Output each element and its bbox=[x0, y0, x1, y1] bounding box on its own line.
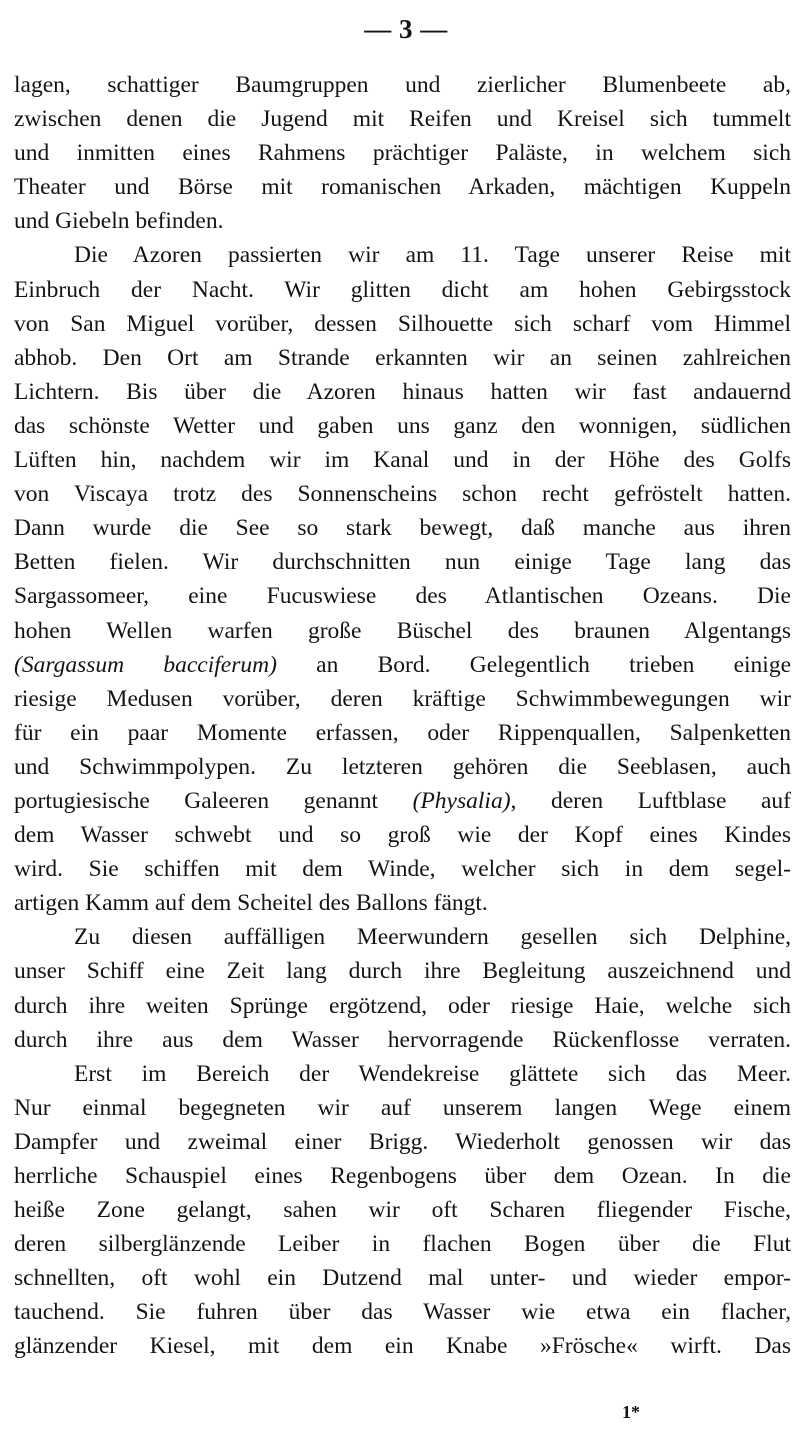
text-line bbox=[14, 341, 791, 375]
line-text: portugiesische Galeeren genannt bbox=[14, 787, 413, 814]
line-text: schnellten, oft wohl ein Dutzend mal unter- und wieder empor- bbox=[14, 1265, 791, 1292]
line-text: von Viscaya trotz des Sonnenscheins schon recht gefröstelt hatten. bbox=[14, 481, 791, 508]
text-line bbox=[14, 1159, 791, 1193]
text-line bbox=[14, 648, 791, 682]
text-line bbox=[14, 818, 791, 852]
line-text: durch ihre weiten Sprünge ergötzend, oder riesige Haie, welche sich bbox=[14, 992, 791, 1019]
text-line bbox=[14, 511, 791, 545]
text-line bbox=[14, 307, 791, 341]
text-line bbox=[14, 375, 791, 409]
text-line bbox=[14, 443, 791, 477]
text-line bbox=[14, 716, 791, 750]
text-line bbox=[14, 1295, 791, 1329]
text-line bbox=[14, 409, 791, 443]
line-text: von San Miguel vorüber, dessen Silhouette sich scharf vom Himmel bbox=[14, 310, 791, 337]
text-line bbox=[14, 1261, 791, 1295]
text-line bbox=[14, 920, 791, 954]
line-text: unser Schiff eine Zeit lang durch ihre Begleitung auszeichnend und bbox=[14, 958, 791, 985]
line-text: durch ihre aus dem Wasser hervorragende Rückenflosse verraten. bbox=[14, 1026, 791, 1053]
text-line bbox=[14, 545, 791, 579]
text-line bbox=[14, 102, 791, 136]
text-line bbox=[14, 1227, 791, 1261]
line-text: und Schwimmpolypen. Zu letzteren gehören die Seeblasen, auch bbox=[14, 753, 791, 780]
text-line bbox=[14, 204, 791, 238]
line-text: Zu diesen auffälligen Meerwundern gesellen sich Delphine, bbox=[74, 924, 791, 951]
text-line bbox=[14, 784, 791, 818]
italic-term: (Sargassum bacciferum) bbox=[14, 651, 277, 678]
page-number: — 3 — bbox=[364, 14, 448, 44]
text-line bbox=[14, 1091, 791, 1125]
text-line bbox=[14, 170, 791, 204]
line-text: , deren Luftblase auf bbox=[510, 787, 791, 814]
text-line bbox=[14, 954, 791, 988]
text-line bbox=[14, 1057, 791, 1091]
line-text: Erst im Bereich der Wendekreise glättete sich das Meer. bbox=[74, 1060, 791, 1087]
text-line bbox=[14, 852, 791, 886]
line-text: herrliche Schauspiel eines Regenbogens über dem Ozean. In die bbox=[14, 1163, 791, 1189]
text-line bbox=[14, 1125, 791, 1159]
text-line bbox=[14, 1193, 791, 1227]
text-line bbox=[14, 238, 791, 272]
line-text: Nur einmal begegneten wir auf unserem langen Wege einem bbox=[14, 1094, 791, 1121]
line-text: heiße Zone gelangt, sahen wir oft Scharen fliegender Fische, bbox=[14, 1197, 791, 1224]
line-text: abhob. Den Ort am Strande erkannten wir an seinen zahlreichen bbox=[14, 344, 791, 371]
text-line bbox=[14, 1023, 791, 1057]
text-line bbox=[14, 477, 791, 511]
text-line bbox=[14, 136, 791, 170]
text-line bbox=[14, 682, 791, 716]
text-line bbox=[14, 886, 791, 920]
line-text: zwischen denen die Jugend mit Reifen und Kreisel sich tummelt bbox=[14, 106, 791, 133]
line-text: an Bord. Gelegentlich trieben einige bbox=[276, 651, 791, 678]
text-line bbox=[14, 750, 791, 784]
italic-term: (Physalia) bbox=[412, 787, 511, 814]
line-text: das schönste Wetter und gaben uns ganz den wonnigen, südlichen bbox=[14, 412, 791, 439]
line-text: glänzender Kiesel, mit dem ein Knabe »Frösche« wirft. Das bbox=[14, 1333, 791, 1360]
line-text: wird. Sie schiffen mit dem Winde, welcher sich in dem segel- bbox=[14, 856, 791, 883]
line-text: Betten fielen. Wir durchschnitten nun einige Tage lang das bbox=[14, 549, 791, 576]
line-text: Die Azoren passierten wir am 11. Tage unserer Reise mit bbox=[74, 242, 791, 269]
line-text: und inmitten eines Rahmens prächtiger Paläste, in welchem sich bbox=[14, 140, 791, 167]
line-text: artigen Kamm auf dem Scheitel des Ballons fängt. bbox=[14, 890, 488, 917]
line-text: deren silberglänzende Leiber in flachen Bogen über die Flut bbox=[14, 1231, 791, 1258]
line-text: dem Wasser schwebt und so groß wie der Kopf eines Kindes bbox=[14, 822, 791, 849]
line-text: Theater und Börse mit romanischen Arkaden, mächtigen Kuppeln bbox=[14, 174, 791, 201]
line-text: Lichtern. Bis über die Azoren hinaus hatten wir fast andauernd bbox=[14, 378, 791, 405]
text-line bbox=[14, 579, 791, 613]
text-line bbox=[14, 68, 791, 102]
line-text: für ein paar Momente erfassen, oder Rippenquallen, Salpenketten bbox=[14, 719, 791, 746]
text-line bbox=[14, 989, 791, 1023]
text-line bbox=[14, 614, 791, 648]
line-text: Dampfer und zweimal einer Brigg. Wiederholt genossen wir das bbox=[14, 1128, 791, 1155]
line-text: Dann wurde die See so stark bewegt, daß manche aus ihren bbox=[14, 515, 791, 542]
line-text: und Giebeln befinden. bbox=[14, 208, 224, 235]
line-text: lagen, schattiger Baumgruppen und zierlicher Blumenbeete ab, bbox=[14, 72, 791, 98]
text-line bbox=[14, 1329, 791, 1363]
line-text: Einbruch der Nacht. Wir glitten dicht am hohen Gebirgsstock bbox=[14, 276, 791, 303]
line-text: Lüften hin, nachdem wir im Kanal und in der Höhe des Golfs bbox=[14, 447, 791, 474]
body-text bbox=[14, 68, 791, 1364]
text-line bbox=[14, 273, 791, 307]
signature-mark: 1* bbox=[622, 1402, 640, 1422]
line-text: tauchend. Sie fuhren über das Wasser wie etwa ein flacher, bbox=[14, 1299, 791, 1326]
line-text: riesige Medusen vorüber, deren kräftige Schwimmbewegungen wir bbox=[14, 685, 791, 712]
line-text: Sargassomeer, eine Fucuswiese des Atlantischen Ozeans. Die bbox=[14, 583, 791, 610]
line-text: hohen Wellen warfen große Büschel des braunen Algentangs bbox=[14, 617, 791, 644]
